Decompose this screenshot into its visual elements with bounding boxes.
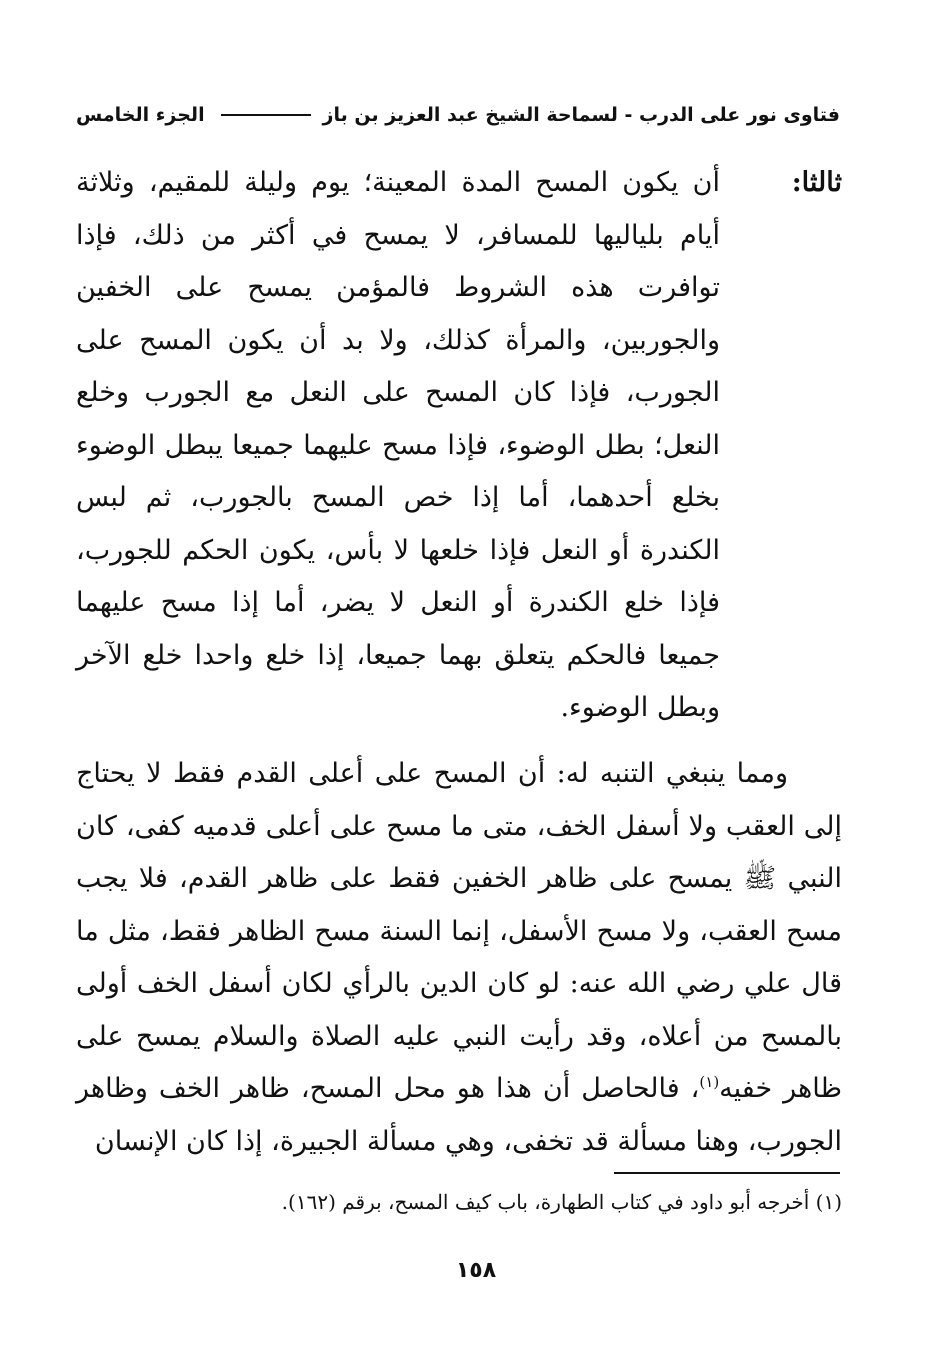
body-paragraph (76, 748, 842, 1168)
header-book-title: فتاوى نور على الدرب - لسماحة الشيخ عبد العزيز بن باز (322, 104, 840, 126)
item-text: أن يكون المسح المدة المعينة؛ يوم وليلة للمقيم، وثلاثة أيام بلياليها للمسافر، لا يمسح في أكثر من ذلك، فإذا توافرت هذه الشروط فالمؤمن يمسح على الخفين والجوربين، والمرأة كذلك، ولا بد أن يكون المسح على الجورب، فإذا كان المسح على النعل مع الجورب وخلع النعل؛ بطل الوضوء، فإذا مسح عليهما جميعا يبطل الوضوء بخلع أحدهما، أما إذا خص المسح بالجورب، ثم لبس الكندرة أو النعل فإذا خلعها لا بأس، يكون الحكم للجورب، فإذا خلع الكندرة أو النعل لا يضر، أما إذا مسح عليهما جميعا فالحكم يتعلق بهما جميعا، إذا خلع واحدا خلع الآخر وبطل الوضوء. (76, 167, 720, 723)
running-header (76, 98, 840, 132)
page-number: ١٥٨ (455, 1258, 497, 1283)
header-volume: الجزء الخامس (76, 104, 205, 126)
item-third-condition (76, 157, 842, 735)
item-label: ثالثا: (791, 167, 842, 198)
footnote: (١) أخرجه أبو داود في كتاب الطهارة، باب كيف المسح، برقم (١٦٢). (281, 1190, 842, 1214)
paragraph-text-continued: ، فالحاصل أن هذا هو محل المسح، ظاهر الخف وظاهر الجورب، وهنا مسألة قد تخفى، وهي مسألة الجبيرة، إذا كان الإنسان (76, 1073, 842, 1157)
header-rule (221, 114, 311, 116)
paragraph-text: ومما ينبغي التنبه له: أن المسح على أعلى القدم فقط لا يحتاج إلى العقب ولا أسفل الخف، متى ما مسح على أعلى قدميه كفى، كان النبي ﷺ يمسح على ظاهر الخفين فقط على ظاهر القدم، فلا يجب مسح العقب، ولا مسح الأسفل، إنما السنة مسح الظاهر فقط، مثل ما قال علي رضي الله عنه: لو كان الدين بالرأي لكان أسفل الخف أولى بالمسح من أعلاه، وقد رأيت النبي عليه الصلاة والسلام يمسح على ظاهر خفيه (76, 758, 843, 1104)
footnote-reference: (١) (699, 1073, 720, 1091)
footnote-separator (614, 1172, 840, 1174)
